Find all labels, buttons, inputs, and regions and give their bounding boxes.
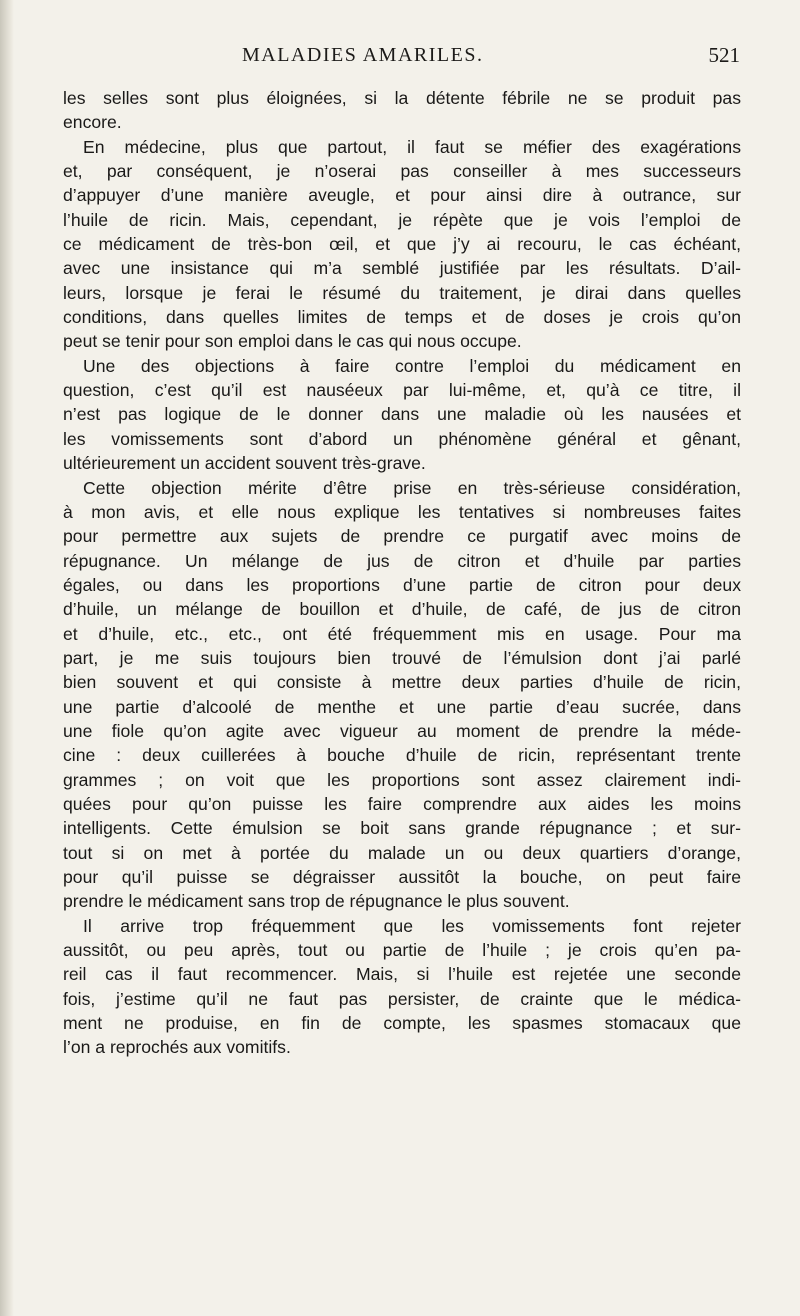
text-line: d’appuyer d’une manière aveugle, et pour ainsi dire à outrance, sur [63, 185, 741, 206]
text-line: égales, ou dans les proportions d’une partie de citron pour deux [63, 574, 741, 595]
text-line: à mon avis, et elle nous explique les tentatives si nombreuses faites [63, 501, 741, 522]
text-line: grammes ; on voit que les proportions sont assez clairement indi- [63, 769, 741, 790]
text-line: Cette objection mérite d’être prise en très-sérieuse considération, [83, 477, 741, 498]
text-line: aussitôt, ou peu après, tout ou partie de l’huile ; je crois qu’en pa- [63, 940, 741, 961]
text-line: intelligents. Cette émulsion se boit sans grande répugnance ; et sur- [63, 818, 741, 839]
text-line: tout si on met à portée du malade un ou deux quartiers d’orange, [63, 842, 741, 863]
text-line: avec une insistance qui m’a semblé justifiée par les résultats. D’ail- [63, 258, 741, 279]
text-line: une partie d’alcoolé de menthe et une partie d’eau sucrée, dans [63, 696, 741, 717]
text-line: et d’huile, etc., etc., ont été fréquemment mis en usage. Pour ma [63, 623, 741, 644]
text-line: ultérieurement un accident souvent très-grave. [63, 453, 426, 474]
text-line: leurs, lorsque je ferai le résumé du traitement, je dirai dans quelles [63, 282, 741, 303]
text-line: répugnance. Un mélange de jus de citron et d’huile par parties [63, 550, 741, 571]
text-line: pour permettre aux sujets de prendre ce purgatif avec moins de [63, 526, 741, 547]
running-head-title: MALADIES AMARILES. [242, 44, 484, 66]
text-line: les vomissements sont d’abord un phénomène général et gênant, [63, 428, 741, 449]
text-line: bien souvent et qui consiste à mettre deux parties d’huile de ricin, [63, 672, 741, 693]
text-line: prendre le médicament sans trop de répugnance le plus souvent. [63, 891, 570, 912]
text-line: Une des objections à faire contre l’emploi du médicament en [83, 355, 741, 376]
text-line: En médecine, plus que partout, il faut se méfier des exagérations [83, 136, 741, 157]
text-line: conditions, dans quelles limites de temps et de doses je crois qu’on [63, 307, 741, 328]
text-line: part, je me suis toujours bien trouvé de l’émulsion dont j’ai parlé [63, 647, 741, 668]
text-line: cine : deux cuillerées à bouche d’huile de ricin, représentant trente [63, 745, 741, 766]
page-binding-edge [0, 0, 14, 1316]
text-line: les selles sont plus éloignées, si la détente fébrile ne se produit pas [63, 88, 741, 108]
running-head [0, 38, 800, 68]
text-line: quées pour qu’on puisse les faire comprendre aux aides les moins [63, 793, 741, 814]
text-line: ment ne produise, en fin de compte, les spasmes stomacaux que [63, 1013, 741, 1034]
text-line: pour qu’il puisse se dégraisser aussitôt la bouche, on peut faire [63, 867, 741, 887]
page-number: 521 [708, 43, 740, 67]
text-line: reil cas il faut recommencer. Mais, si l’huile est rejetée une seconde [63, 964, 741, 985]
text-line: ce médicament de très-bon œil, et que j’y ai recouru, le cas échéant, [63, 234, 741, 255]
text-line: et, par conséquent, je n’oserai pas conseiller à mes successeurs [63, 161, 741, 182]
text-line: n’est pas logique de le donner dans une maladie où les nausées et [63, 404, 741, 425]
body-text [63, 86, 741, 1060]
text-line: fois, j’estime qu’il ne faut pas persister, de crainte que le médica- [63, 988, 741, 1009]
text-line: l’huile de ricin. Mais, cependant, je répète que je vois l’emploi de [63, 209, 741, 230]
text-line: question, c’est qu’il est nauséeux par lui-même, et, qu’à ce titre, il [63, 380, 741, 401]
text-line: peut se tenir pour son emploi dans le cas qui nous occupe. [63, 331, 522, 352]
text-line: l’on a reprochés aux vomitifs. [63, 1037, 291, 1058]
text-line: une fiole qu’on agite avec vigueur au moment de prendre la méde- [63, 720, 741, 741]
text-line: d’huile, un mélange de bouillon et d’huile, de café, de jus de citron [63, 599, 741, 620]
text-line: Il arrive trop fréquemment que les vomissements font rejeter [83, 915, 741, 936]
text-line: encore. [63, 112, 122, 133]
